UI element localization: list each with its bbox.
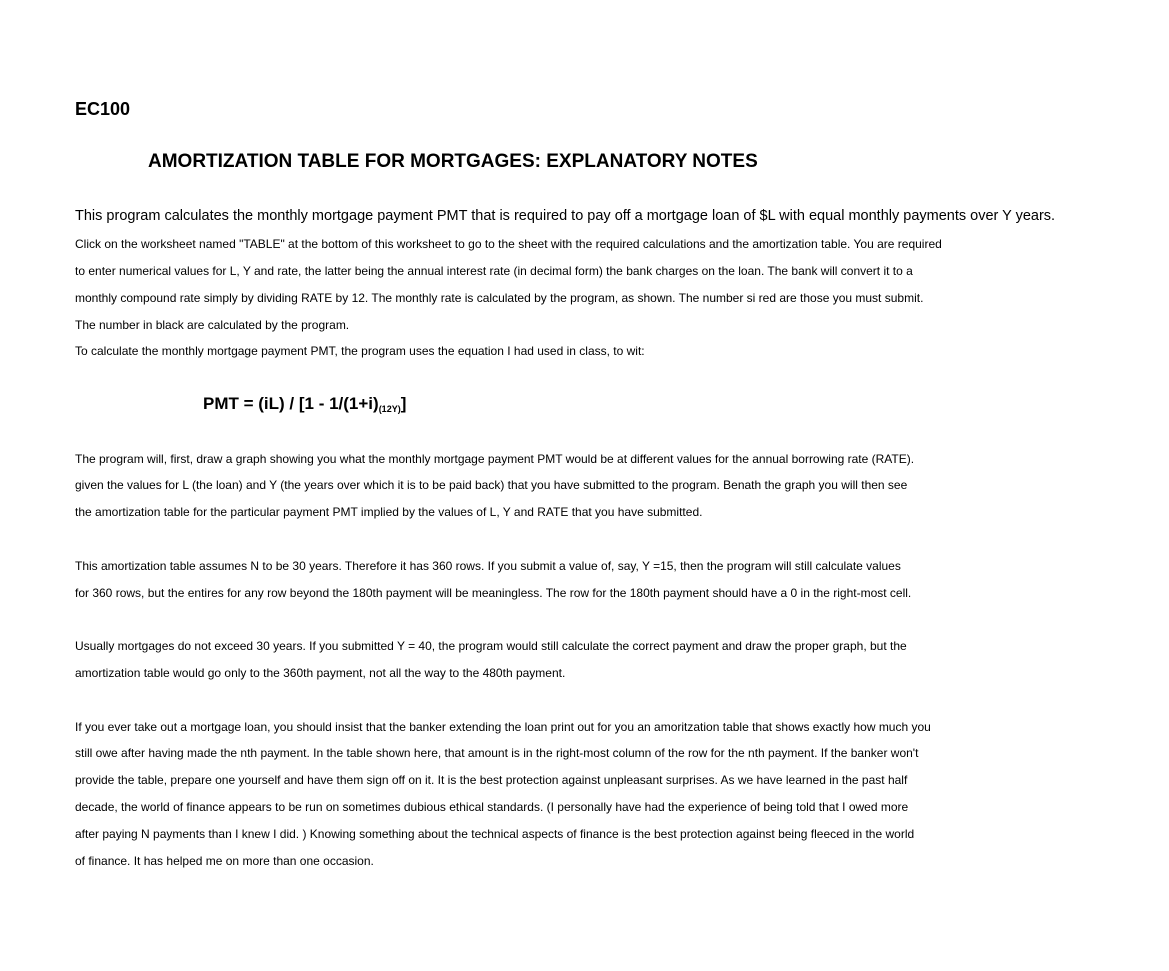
- paragraph2-line: the amortization table for the particular payment PMT implied by the values of L, Y and RATE that you have submitted.: [75, 505, 703, 519]
- paragraph5-line: decade, the world of finance appears to be run on sometimes dubious ethical standards. (I personally have had the experience of being told that I owed more: [75, 800, 909, 814]
- intro-text: This program calculates the monthly mortgage payment PMT that is required to pay off a mortgage loan of $L with equal monthly payments over Y years.: [75, 208, 1056, 224]
- paragraph5-line: still owe after having made the nth payment. In the table shown here, that amount is in the right-most column of the row for the nth payment. If the banker won't: [75, 746, 919, 760]
- paragraph5-line: after paying N payments than I knew I did. ) Knowing something about the technical aspects of finance is the best protection against being fleeced in the world: [75, 827, 915, 841]
- paragraph1-line: monthly compound rate simply by dividing RATE by 12. The monthly rate is calculated by the program, as shown. The number si red are those you must submit.: [75, 291, 924, 305]
- paragraph1-line: The number in black are calculated by the program.: [75, 318, 350, 332]
- paragraph3-line: for 360 rows, but the entires for any row beyond the 180th payment will be meaningless. The row for the 180th payment should have a 0 in the right-most cell.: [75, 586, 912, 600]
- paragraph4-line: Usually mortgages do not exceed 30 years. If you submitted Y = 40, the program would still calculate the correct payment and draw the proper graph, but the: [75, 639, 907, 653]
- page-title: AMORTIZATION TABLE FOR MORTGAGES: EXPLANATORY NOTES: [148, 151, 758, 172]
- paragraph5-line: provide the table, prepare one yourself and have them sign off on it. It is the best protection against unpleasant surprises. As we have learned in the past half: [75, 773, 908, 787]
- paragraph1-line: Click on the worksheet named "TABLE" at the bottom of this worksheet to go to the sheet with the required calculations and the amortization table. You are required: [75, 237, 942, 251]
- paragraph3-line: This amortization table assumes N to be 30 years. Therefore it has 360 rows. If you submit a value of, say, Y =15, then the program will still calculate values: [75, 559, 901, 573]
- paragraph4-line: amortization table would go only to the 360th payment, not all the way to the 480th payment.: [75, 666, 566, 680]
- formula-main: PMT = (iL) / [1 - 1/(1+i): [203, 394, 379, 413]
- course-code: EC100: [75, 99, 131, 119]
- paragraph2-line: given the values for L (the loan) and Y (the years over which it is to be paid back) that you have submitted to the program. Benath the graph you will then see: [75, 478, 908, 492]
- paragraph1-line: to enter numerical values for L, Y and rate, the latter being the annual interest rate (in decimal form) the bank charges on the loan. The bank will convert it to a: [75, 264, 913, 278]
- paragraph1-line: To calculate the monthly mortgage payment PMT, the program uses the equation I had used in class, to wit:: [75, 344, 645, 358]
- pmt-formula: [203, 394, 406, 414]
- paragraph2-line: The program will, first, draw a graph showing you what the monthly mortgage payment PMT would be at different values for the annual borrowing rate (RATE).: [75, 452, 915, 466]
- paragraph5-line: of finance. It has helped me on more than one occasion.: [75, 854, 374, 868]
- paragraph5-line: If you ever take out a mortgage loan, you should insist that the banker extending the loan print out for you an amoritzation table that shows exactly how much you: [75, 720, 931, 734]
- formula-close: ]: [400, 394, 407, 413]
- formula-exponent: (12Y): [378, 404, 401, 414]
